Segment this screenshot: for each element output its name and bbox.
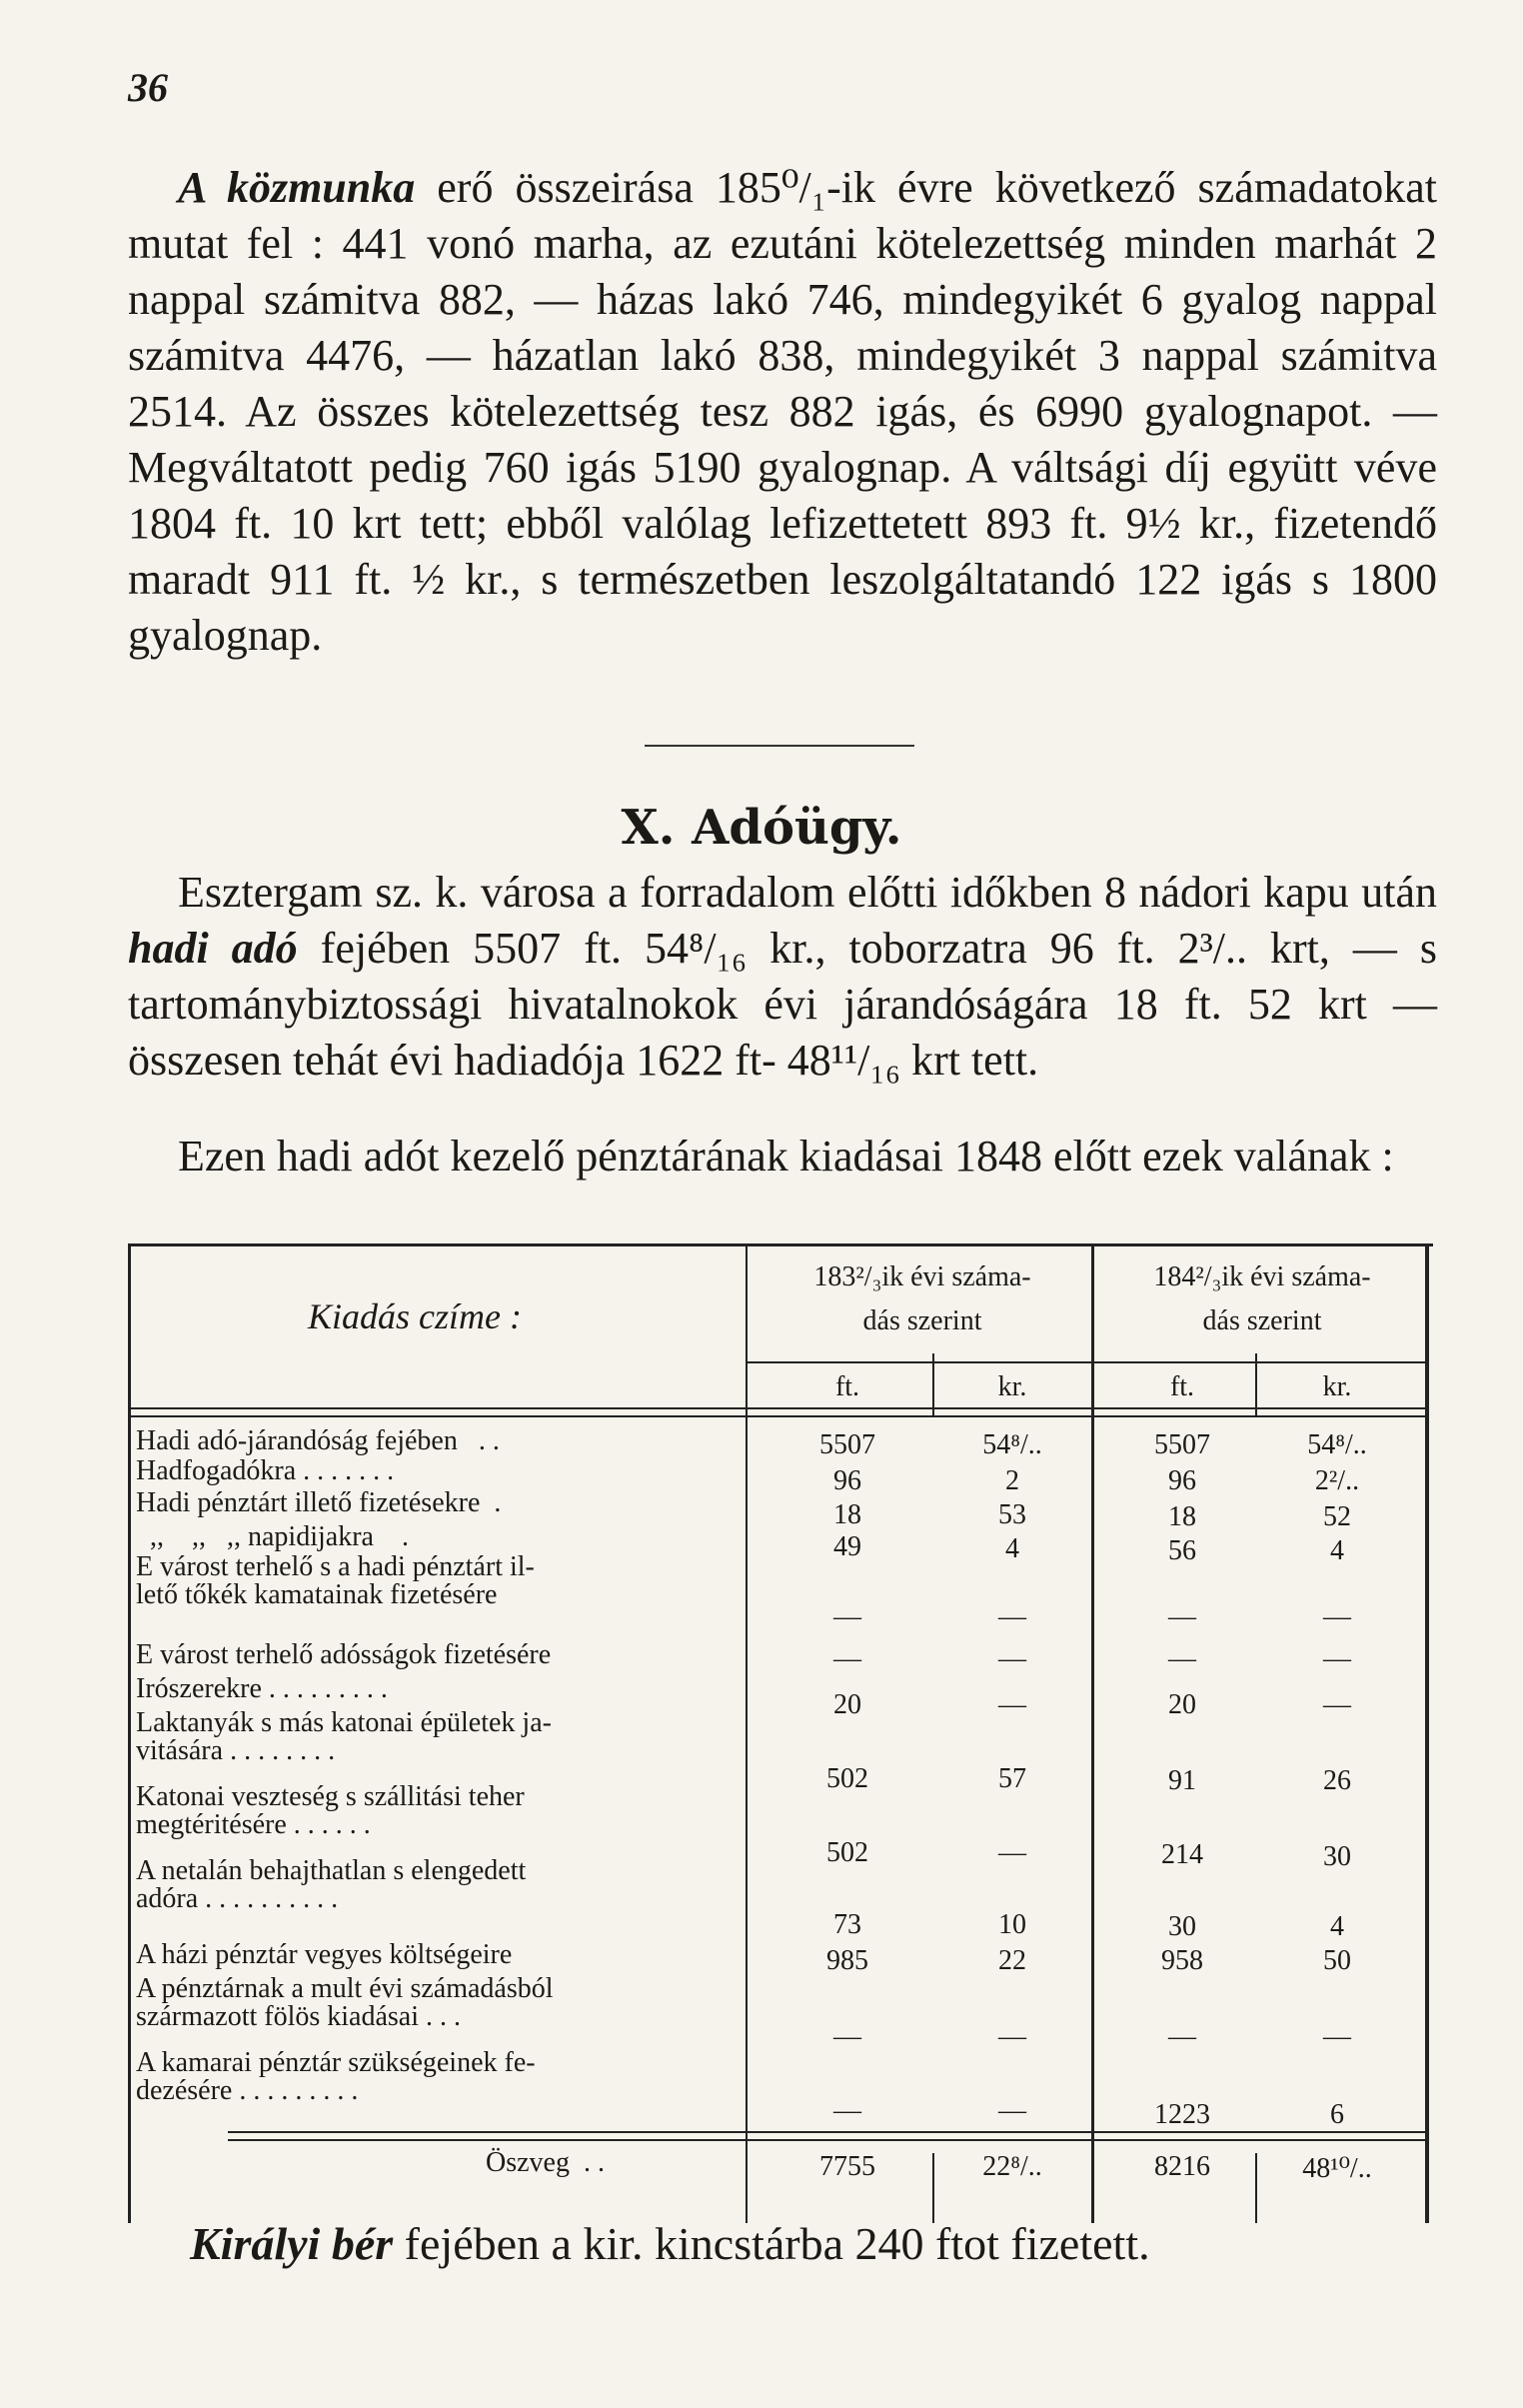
cell-value: — <box>833 2095 861 2126</box>
cell-value: 52 <box>1323 1501 1351 1532</box>
cell-value: 2²/.. <box>1314 1465 1360 1496</box>
total-divider <box>228 2131 1427 2133</box>
cell-value: 502 <box>826 1837 868 1868</box>
row-label: A pénztárnak a mult évi számadásból származott fölös kiadásai . . . <box>136 1973 554 2032</box>
cell-value: 20 <box>833 1689 861 1720</box>
row-label: E várost terhelő s a hadi pénztárt il- lető tőkék kamatainak fizetésére <box>136 1551 535 1610</box>
column-group-1-sub: dás szerint <box>862 1305 982 1336</box>
cell-value: — <box>998 1643 1026 1674</box>
cell-value: — <box>1168 1601 1196 1632</box>
cell-value: — <box>998 1601 1026 1632</box>
cell-value: — <box>1323 2021 1351 2052</box>
cell-value: 22 <box>998 1945 1026 1976</box>
footer-italic: Királyi bér <box>190 2218 394 2269</box>
column-group-2: 184²/₃ik évi száma- <box>1153 1261 1371 1292</box>
cell-value: 985 <box>826 1945 868 1976</box>
cell-value: 5507 <box>1154 1429 1210 1460</box>
column-kr: kr. <box>1322 1371 1352 1402</box>
column-group-2-sub: dás szerint <box>1202 1305 1322 1336</box>
cell-value: 50 <box>1323 1945 1351 1976</box>
cell-value: 30 <box>1168 1911 1196 1942</box>
column-group-1: 183²/₃ik évi száma- <box>813 1261 1031 1292</box>
cell-value: — <box>1168 2021 1196 2052</box>
cell-value: 18 <box>833 1499 861 1530</box>
row-label: Hadfogadókra . . . . . . . <box>136 1455 395 1486</box>
cell-value: — <box>998 2095 1026 2126</box>
cell-value: 4 <box>1330 1535 1344 1566</box>
row-label: Irószerekre . . . . . . . . . <box>136 1673 388 1704</box>
cell-value: — <box>833 2021 861 2052</box>
cell-value: 26 <box>1323 1765 1351 1796</box>
row-label: A kamarai pénztár szükségeinek fe- dezésére . . . . . . . . . <box>136 2047 536 2106</box>
cell-value: 96 <box>1168 1465 1196 1496</box>
row-label: E várost terhelő adósságok fizetésére <box>136 1639 552 1670</box>
cell-value: 10 <box>998 1909 1026 1940</box>
cell-value: 54⁸/.. <box>1307 1429 1367 1460</box>
cell-value: 54⁸/.. <box>982 1429 1042 1460</box>
header-divider <box>128 1407 1427 1409</box>
cell-value: 5507 <box>819 1429 875 1460</box>
total-value: 8216 <box>1154 2151 1210 2182</box>
cell-value: 2 <box>1005 1465 1019 1496</box>
paragraph-text: Ezen hadi adót kezelő pénztárának kiadásai 1848 előtt ezek valának : <box>178 1132 1394 1181</box>
cell-value: — <box>998 2021 1026 2052</box>
cell-value: — <box>998 1689 1026 1720</box>
header-divider <box>746 1361 1425 1363</box>
paragraph-kozmunka <box>128 160 1437 664</box>
cell-value: — <box>833 1601 861 1632</box>
paragraph-lead: A közmunka <box>178 163 416 212</box>
column-divider <box>1091 1243 1094 2223</box>
cell-value: 20 <box>1168 1689 1196 1720</box>
cell-value: 4 <box>1330 1911 1344 1942</box>
cell-value: — <box>1323 1689 1351 1720</box>
paragraph-italic: hadi adó <box>128 924 298 973</box>
paragraph-body: erő összeirása 185⁰/₁-ik évre következő számadatokat mutat fel : 441 vonó marha, az ezutáni kötelezettség minden marhát 2 nappal számitva 882, — házas lakó 746, mindegyikét 6 gyalog nappal számitva 4476, — házatlan lakó 838, mindegyikét 3 nappal számitva 2514. Az összes kötelezettség tesz 882 igás, és 6990 gyalognapot. — Megváltatott pedig 760 igás 5190 gyalognap. A váltsági díj együtt véve 1804 ft. 10 krt tett; ebből valólag lefizettetett 893 ft. 9½ kr., fizetendő maradt 911 ft. ½ kr., s természetben leszolgáltatandó 122 igás s 1800 gyalognap. <box>128 163 1438 660</box>
row-label: Hadi adó-járandóság fejében . . <box>136 1425 500 1456</box>
total-label: Öszveg . . <box>486 2147 605 2178</box>
footer-text: fejében a kir. kincstárba 240 ftot fizetett. <box>393 2218 1150 2269</box>
cell-value: 214 <box>1161 1839 1203 1870</box>
column-ft: ft. <box>834 1371 860 1402</box>
cell-value: 6 <box>1330 2099 1344 2130</box>
table-border <box>128 1243 131 2223</box>
row-label: Hadi pénztárt illető fizetésekre . <box>136 1487 502 1518</box>
total-value: 48¹⁰/.. <box>1302 2153 1372 2184</box>
cell-value: 96 <box>833 1465 861 1496</box>
paragraph-text: Esztergam sz. k. városa a forradalom előtti időkben 8 nádori kapu után <box>178 868 1437 917</box>
cell-value: 53 <box>998 1499 1026 1530</box>
page-number: 36 <box>128 65 168 110</box>
table-border <box>1425 1243 1429 2223</box>
cell-value: 91 <box>1168 1765 1196 1796</box>
cell-value: 56 <box>1168 1535 1196 1566</box>
row-label: Katonai veszteség s szállitási teher megtéritésére . . . . . . <box>136 1781 525 1840</box>
total-value: 7755 <box>819 2151 875 2182</box>
footer-paragraph <box>190 2217 1150 2270</box>
section-title: X. Adóügy. <box>621 800 902 856</box>
table-border <box>128 1243 1433 1246</box>
expenses-table <box>128 1243 1435 2223</box>
paragraph-kiadasok <box>128 1129 1437 1185</box>
row-label: A netalán behajthatlan s elengedett adóra . . . . . . . . . . <box>136 1855 527 1914</box>
column-title: Kiadás czíme : <box>308 1296 522 1336</box>
cell-value: 30 <box>1323 1841 1351 1872</box>
column-divider <box>932 2153 934 2223</box>
paragraph-text: fejében 5507 ft. 54⁸/₁₆ kr., toborzatra 96 ft. 2³/.. krt, — s tartománybiztossági hivatalnokok évi járandóságára 18 ft. 52 krt — összesen tehát évi hadiadója 1622 ft- 48¹¹/₁₆ krt tett. <box>128 924 1437 1085</box>
header-divider <box>128 1415 1427 1417</box>
cell-value: 1223 <box>1154 2099 1210 2130</box>
cell-value: 49 <box>833 1531 861 1562</box>
row-label: ,, ,, ,, napidijakra . <box>136 1521 409 1552</box>
total-divider <box>228 2139 1427 2141</box>
cell-value: — <box>1323 1643 1351 1674</box>
cell-value: 18 <box>1168 1501 1196 1532</box>
cell-value: — <box>1323 1601 1351 1632</box>
cell-value: 958 <box>1161 1945 1203 1976</box>
row-label: Laktanyák s más katonai épületek ja- vitására . . . . . . . . <box>136 1707 552 1766</box>
cell-value: — <box>1168 1643 1196 1674</box>
paragraph-adougy <box>128 865 1437 1089</box>
section-divider <box>645 745 914 747</box>
cell-value: 4 <box>1005 1533 1019 1564</box>
cell-value: 502 <box>826 1763 868 1794</box>
cell-value: — <box>998 1837 1026 1868</box>
column-divider <box>1255 2153 1257 2223</box>
row-label: A házi pénztár vegyes költségeire <box>136 1939 513 1970</box>
total-value: 22⁸/.. <box>982 2151 1042 2182</box>
column-ft: ft. <box>1169 1371 1195 1402</box>
cell-value: — <box>833 1643 861 1674</box>
column-kr: kr. <box>997 1371 1027 1402</box>
cell-value: 73 <box>833 1909 861 1940</box>
cell-value: 57 <box>998 1763 1026 1794</box>
